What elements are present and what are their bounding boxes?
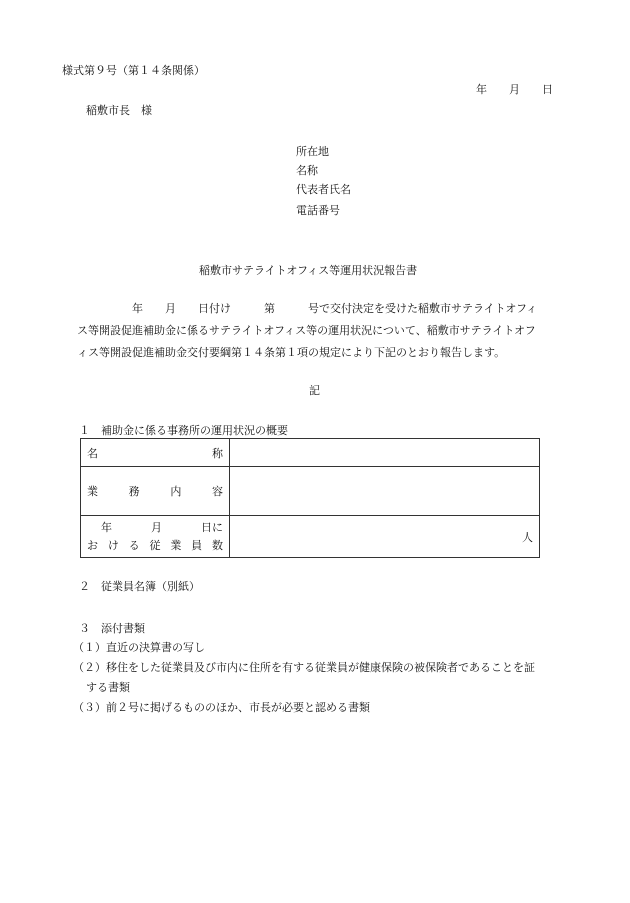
applicant-representative-label: 代表者氏名 [296,183,351,196]
section3-heading: ３ 添付書類 [79,622,145,635]
applicant-address-label: 所在地 [296,145,329,158]
employees-unit: 人 [522,530,533,544]
cell-name-value[interactable] [230,439,540,467]
cell-employees-label: 年 月 日に お け る 従 業 員 数 [81,516,230,558]
form-label: 様式第９号（第１４条関係） [62,64,205,77]
cell-business-value[interactable] [230,467,540,516]
body-line-3: ィス等開設促進補助金交付要綱第１４条第１項の規定により下記のとおり報告します。 [77,346,506,359]
body-line-2: ス等開設促進補助金に係るサテライトオフィス等の運用状況について、稲敷市サテライトオフ [77,324,536,337]
document-title: 稲敷市サテライトオフィス等運用状況報告書 [199,264,418,277]
cell-business-label: 業 務 内 容 [81,467,230,516]
ki-heading: 記 [309,384,320,397]
cell-name-label: 名 称 [81,439,230,467]
date-line: 年 月 日 [476,83,553,96]
cell-employees-value[interactable] [230,516,540,558]
section2-heading: ２ 従業員名簿（別紙） [79,580,200,593]
section1-heading: １ 補助金に係る事務所の運用状況の概要 [79,424,288,437]
table-row-name [81,439,540,467]
table-row-business [81,467,540,516]
attachment-item-2: （２）移住をした従業員及び市内に住所を有する従業員が健康保険の被保険者であることを証 [73,661,535,674]
body-line-1: 年 月 日付け 第 号で交付決定を受けた稲敷市サテライトオフィ [77,302,538,315]
table-row-employees [81,516,540,558]
applicant-phone-label: 電話番号 [296,204,340,217]
attachment-item-1: （１）直近の決算書の写し [73,641,205,654]
operation-status-table [80,438,540,558]
applicant-name-label: 名称 [296,164,318,177]
addressee: 稲敷市長 様 [86,104,152,117]
attachment-item-2-cont: する書類 [86,681,130,694]
attachment-item-3: （３）前２号に掲げるもののほか、市長が必要と認める書類 [73,701,370,714]
